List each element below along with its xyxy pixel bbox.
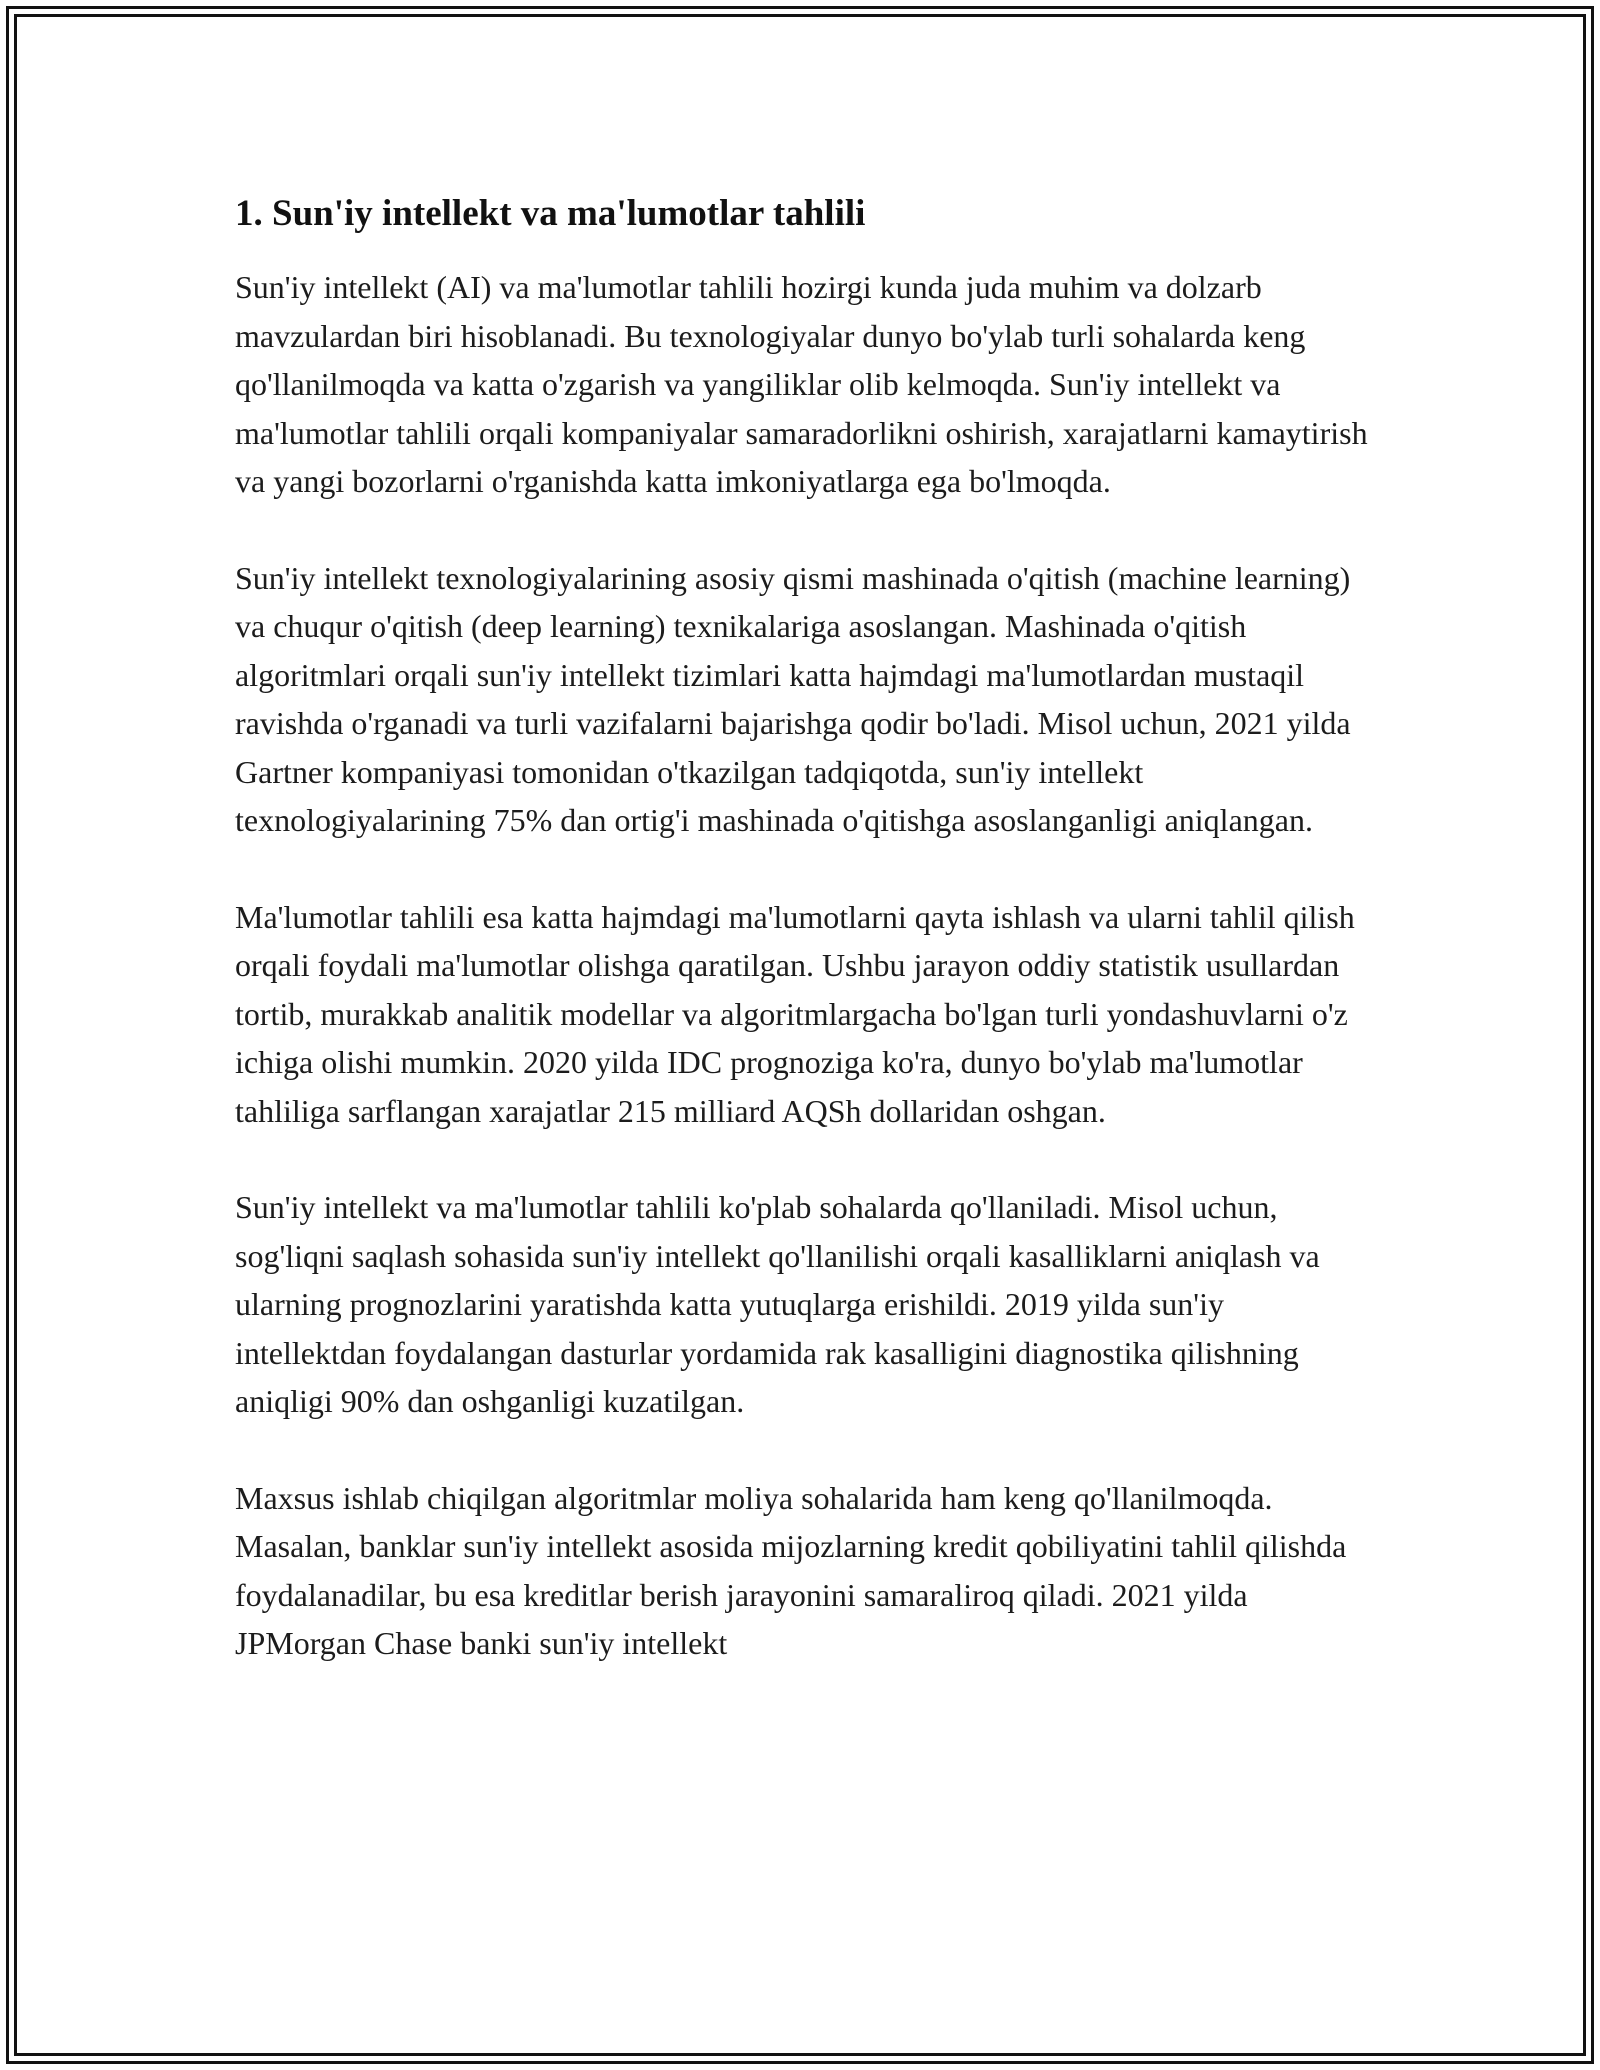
paragraph-healthcare: Sun'iy intellekt va ma'lumotlar tahlili ko'plab sohalarda qo'llaniladi. Misol uchun, sog'liqni saqlash sohasida sun'iy intellekt qo'llanilishi orqali kasalliklarni aniqlash va ularning prognozlarini yaratishda katta yutuqlarga erishildi. 2019 yilda sun'iy intellektdan foydalangan dasturlar yordamida rak kasalligini diagnostika qilishning aniqligi 90% dan oshganligi kuzatilgan. — [235, 1189, 1320, 1419]
section-heading: 1. Sun'iy intellekt va ma'lumotlar tahlili — [235, 193, 866, 234]
paragraph-finance: Maxsus ishlab chiqilgan algoritmlar moliya sohalarida ham keng qo'llanilmoqda. Masalan, banklar sun'iy intellekt asosida mijozlarning kredit qobiliyatini tahlil qilishda foydalanadilar, bu esa kreditlar berish jarayonini samaraliroq qiladi. 2021 yilda JPMorgan Chase banki sun'iy intellekt — [235, 1479, 1347, 1661]
document-body — [235, 190, 1375, 1716]
paragraph-data-analysis: Ma'lumotlar tahlili esa katta hajmdagi ma'lumotlarni qayta ishlash va ularni tahlil qilish orqali foydali ma'lumotlar olishga qaratilgan. Ushbu jarayon oddiy statistik usullardan tortib, murakkab analitik modellar va algoritmlargacha bo'lgan turli yondashuvlarni o'z ichiga olishi mumkin. 2020 yilda IDC prognoziga ko'ra, dunyo bo'ylab ma'lumotlar tahliliga sarflangan xarajatlar 215 milliard AQSh dollaridan oshgan. — [235, 898, 1355, 1129]
paragraph-intro: Sun'iy intellekt (AI) va ma'lumotlar tahlili hozirgi kunda juda muhim va dolzarb mavzulardan biri hisoblanadi. Bu texnologiyalar dunyo bo'ylab turli sohalarda keng qo'llanilmoqda va katta o'zgarish va yangiliklar olib kelmoqda. Sun'iy intellekt va ma'lumotlar tahlili orqali kompaniyalar samaradorlikni oshirish, xarajatlarni kamaytirish va yangi bozorlarni o'rganishda katta imkoniyatlarga ega bo'lmoqda. — [235, 269, 1368, 499]
paragraph-machine-learning: Sun'iy intellekt texnologiyalarining asosiy qismi mashinada o'qitish (machine learning) va chuqur o'qitish (deep learning) texnikalariga asoslangan. Mashinada o'qitish algoritmlari orqali sun'iy intellekt tizimlari katta hajmdagi ma'lumotlardan mustaqil ravishda o'rganadi va turli vazifalarni bajarishga qodir bo'ladi. Misol uchun, 2021 yilda Gartner kompaniyasi tomonidan o'tkazilgan tadqiqotda, sun'iy intellekt texnologiyalarining 75% dan ortig'i mashinada o'qitishga asoslanganligi aniqlangan. — [235, 559, 1351, 838]
